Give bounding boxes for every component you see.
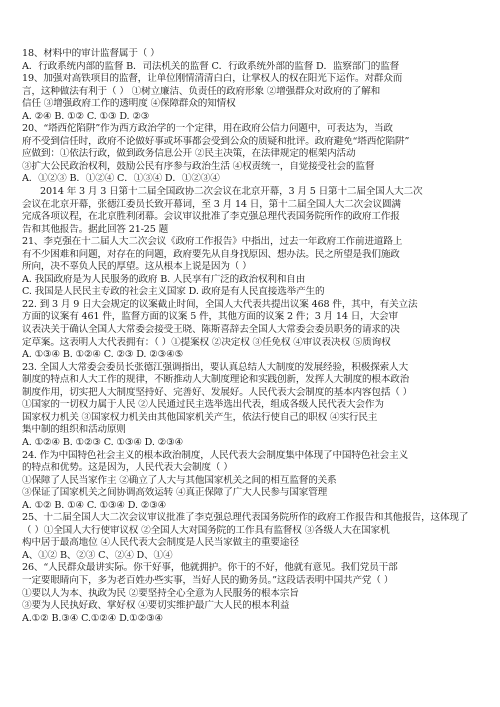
text-line: 制度作用，切实把人大制度坚持好、完善好、发展好。人民代表大会制度的基本内容包括（ ） [22,386,413,398]
text-line: 方面的议案有 461 件，监督方面的议案 5 件，其他方面的议案 2 件；3 月 14 日，大会审 [22,311,398,323]
text-line: 言，这种做法有利于（ ） ①树立廉洁、负责任的政府形象 ②增强群众对政府的了解和 [22,85,381,97]
text-line: 一定要眼睛向下，多为老百姓办些实事，当好人民的勤务员。”这段话表明中国共产党（ ） [22,574,394,586]
text-line: A．①②③ B．①②④ C．①③④ D．①②③④ [22,173,220,185]
text-line: A．行政系统内部的监督 B．司法机关的监督 C．行政系统外部的监督 D．监察部门的监督 [22,60,400,72]
text-line: 定草案。这表明人大代表拥有：（ ）①提案权 ②决定权 ③任免权 ④审议表决权 ⑤质询权 [22,336,391,348]
text-line: 所向，决不辜负人民的厚望。这从根本上说是因为（ ） [22,261,252,273]
text-line: 19、加强对高铁项目的监督，让单位刚情清清白白，让掌权人的权在阳光下运作。对群众而 [22,73,403,85]
text-line: 集中制的组织和活动原则 [22,424,126,436]
text-line: 告和其他报告。据此回答 21-25 题 [22,223,169,235]
text-line: 构中居于最高地位 ④人民代表大会制度是人民当家做主的重要途径 [22,537,299,549]
text-line: 21、李克强在十二届人大二次会议《政府工作报告》中指出，过去一年政府工作前进道路上 [22,236,403,248]
text-line: A. 我国政府是为人民服务的政府 B. 人民享有广泛的政治权利和自由 [22,273,306,285]
text-line: 22. 到 3 月 9 日大会规定的议案截止时间，全国人大代表共提出议案 468 件，其中，有关立法 [22,298,418,310]
text-line: 制度的特点和人大工作的规律，不断推动人大制度理论和实践创新，发挥人大制度的根本政治 [22,374,410,386]
text-line: 2014 年 3 月 3 日第十二届全国政协二次会议在北京开幕，3 月 5 日第十二届全国人大二次 [40,186,423,198]
text-line: C. 我国是人民民主专政的社会主义国家 D. 政府是有人民直接选举产生的 [22,286,325,298]
text-line: 有不少困难和问题，对存在的问题，政府要先从自身找原因、想办法。民之所望是我们施政 [22,248,400,260]
text-line: A. ①② B. ①④ C. ①③④ D. ②③④ [22,499,167,511]
text-line: ③要为人民执好政、掌好权 ④要切实维护最广大人民的根本利益 [22,600,290,612]
text-line: ①保障了人民当家作主 ②确立了人大与其他国家机关之间的相互监督的关系 [22,474,337,486]
text-line: 应做到：①依法行政，做到政务信息公开 ②民主决策，在法律规定的框架内活动 [22,148,356,160]
text-line: （ ）①全国人大行使审议权 ②全国人大对国务院的工作具有监督权 ③各级人大在国家机 [22,524,390,536]
text-line: 25、十二届全国人大二次会议审议批准了李克强总理代表国务院所作的政府工作报告和其他报告，这体现了 [22,512,469,524]
text-line: ③扩大公民政治权利，鼓励公民有序参与政治生活 ④权责统一，自觉接受社会的监督 [22,160,375,172]
text-line: ①国家的一切权力属于人民 ②人民通过民主选举选出代表，组成各级人民代表大会作为 [22,399,384,411]
text-line: 18、材料中的审计监督属于（ ） [22,48,160,59]
text-line: 26、“人民群众最讲实际。你干好事，他就拥护。你干的不好，他就有意见。我们党员干部 [22,562,398,574]
text-line: A. ①③④ B. ①②④ C. ②③ D. ②③④⑤ [22,349,184,361]
text-line: 24. 作为中国特色社会主义的根本政治制度，人民代表大会制度集中体现了中国特色社会主义 [22,449,409,461]
text-line: 会议在北京开幕，张德江委员长致开幕词，至 3 月 14 日，第十二届全国人大二次会议圆满 [22,198,401,210]
text-line: 国家权力机关 ③国家权力机关由其他国家机关产生，依法行使自己的职权 ④实行民主 [22,411,378,423]
text-line: 议表决关于确认全国人大常委会接受王晓、陈斯喜辞去全国人大常委会委员职务的请求的决 [22,324,400,336]
text-line: 府不受到信任时，政府不论做好事或坏事都会受到公众的质疑和批评。政府避免“塔西佗陷阱” [22,135,410,147]
text-line: ①要以人为本、执政为民 ②要坚持全心全意为人民服务的根本宗旨 [22,587,299,599]
text-line: 完成各项议程，在北京胜利闭幕。会议审议批准了李克强总理代表国务院所作的政府工作报 [22,211,400,223]
text-line: ③保证了国家机关之间协调高效运转 ④真正保障了广大人民参与国家管理 [22,487,328,499]
text-line: A. ①②④ B. ①②③ C. ①③④ D. ②③④ [22,436,184,448]
text-line: 信任 ③增强政府工作的透明度 ④保障群众的知情权 [22,98,236,110]
text-line: A、①② B、②③ C、②④ D、①④ [22,549,173,561]
text-line: A.①② B.③④ C.①②④ D.①②③④ [22,612,163,624]
text-line: A. ②④ B. ①② C. ①③ D. ②③ [22,110,150,122]
text-line: 20、“塔西佗陷阱”作为西方政治学的一个定律，用在政府公信力问题中，可表达为，当政 [22,123,393,135]
text-line: 的特点和优势。这是因为，人民代表大会制度（ ） [22,462,233,474]
text-line: 23. 全国人大常委会委员长张德江强调指出，要认真总结人大制度的发展经验，积极探索人大 [22,361,409,373]
exam-text-body [22,48,478,625]
